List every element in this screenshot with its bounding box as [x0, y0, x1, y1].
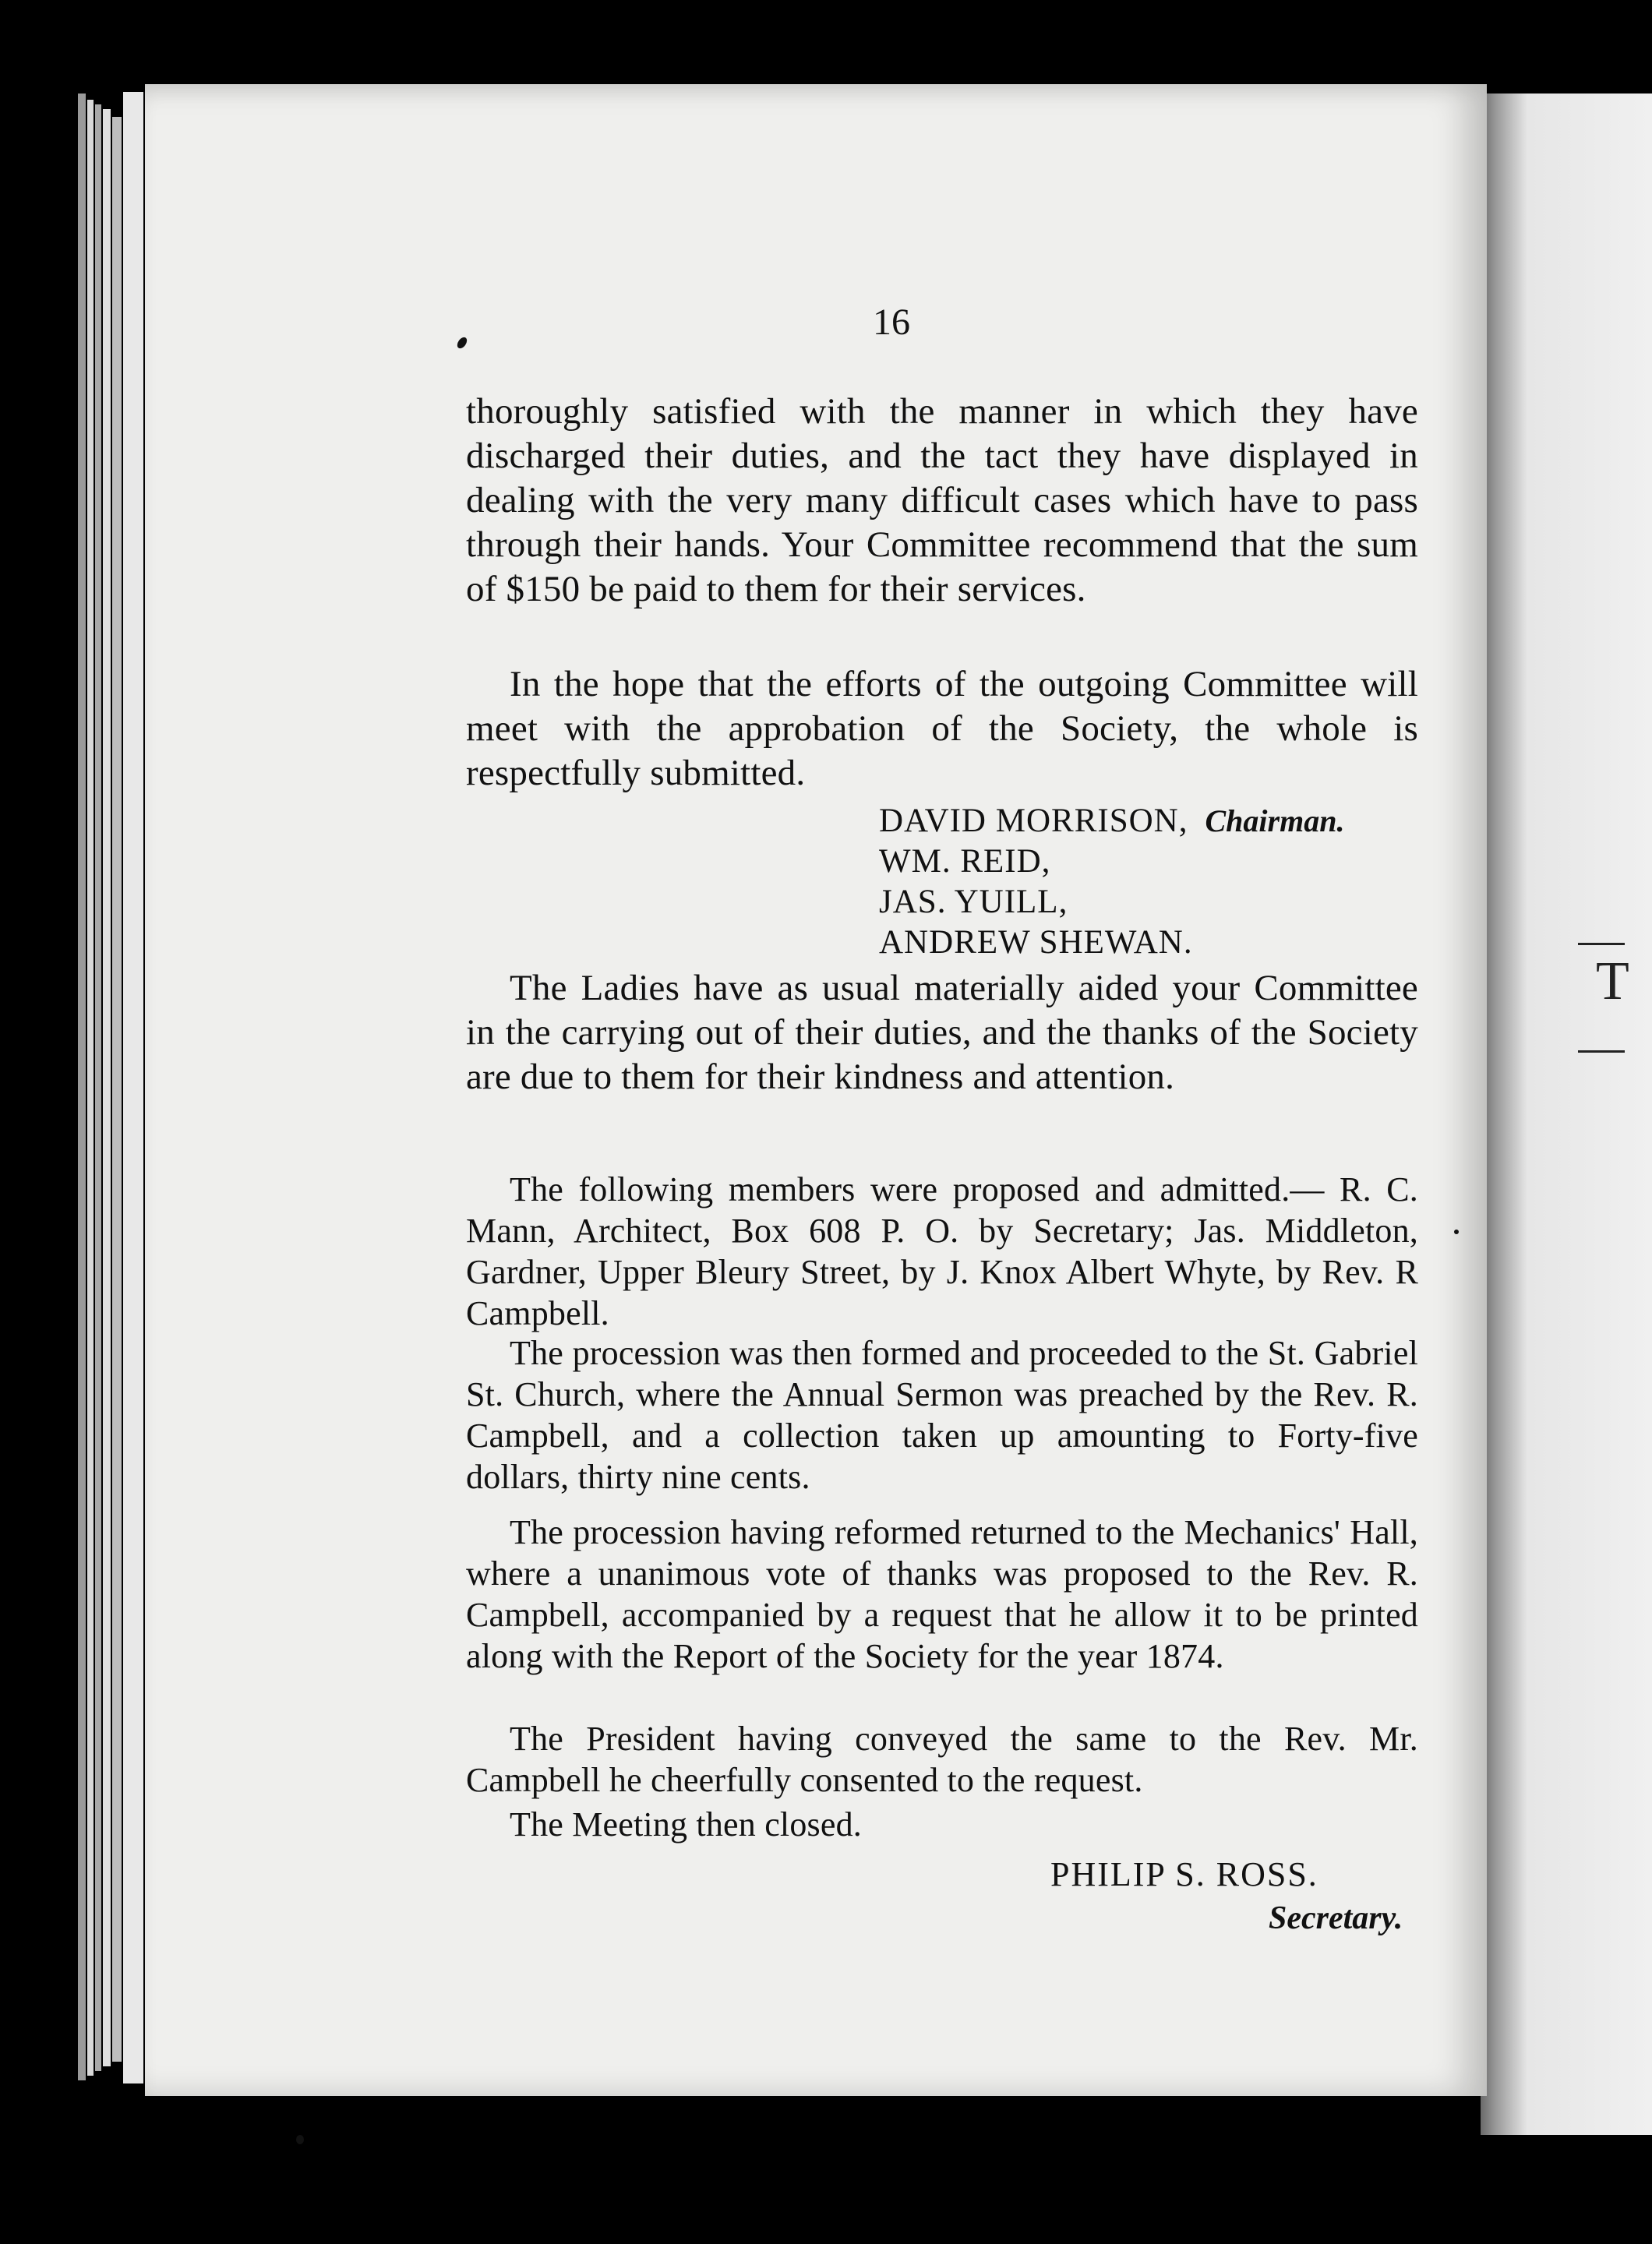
paragraph-submission: In the hope that the efforts of the outgoing Committee will meet with the approbation of the Society, the whole is respectfully submitted.: [466, 664, 1418, 793]
secretary-name: PHILIP S. ROSS.: [1050, 1855, 1318, 1893]
adjacent-page-rule: [1578, 943, 1625, 945]
signer-name: DAVID MORRISON,: [879, 803, 1188, 839]
page-edge: [78, 94, 86, 2080]
signer-line: [879, 801, 1344, 842]
page-edge: [112, 117, 122, 2062]
page-edge: [95, 104, 101, 2071]
chairman-role: Chairman.: [1205, 803, 1345, 838]
paragraph-services: thoroughly satisfied with the manner in which they have discharged their duties, and the tact they have displayed in dealing with the very many difficult cases which have to pass through their hands. Your Committee recommend that the sum of $150 be paid to them for their services.: [466, 391, 1418, 609]
paragraph-ladies: The Ladies have as usual materially aided your Committee in the carrying out of their duties, and the thanks of the Society are due to them for their kindness and attention.: [466, 968, 1418, 1097]
signer-name: WM. REID,: [879, 843, 1051, 880]
adjacent-page-rule: [1578, 1050, 1625, 1053]
page-edge: [123, 92, 143, 2083]
paragraph-president: The President having conveyed the same to the Rev. Mr. Campbell he cheerfully consented to the request.: [466, 1720, 1418, 1799]
signer-name: JAS. YUILL,: [879, 884, 1068, 920]
signer-name: ANDREW SHEWAN.: [879, 924, 1193, 961]
page-edge: [103, 109, 111, 2066]
paragraph-reformed: The procession having reformed returned to the Mechanics' Hall, where a unanimous vote of thanks was proposed to the Rev. R. Campbell, accompanied by a request that he allow it to be printed along with the Report of the Society for the year 1874.: [466, 1513, 1418, 1675]
secretary-title: Secretary.: [1269, 1900, 1403, 1936]
adjacent-page-glyph: T: [1596, 951, 1629, 1011]
committee-signatures: [879, 801, 1344, 963]
adjacent-page: [1481, 94, 1652, 2135]
paragraph-procession: The procession was then formed and proceeded to the St. Gabriel St. Church, where the Annual Sermon was preached by the Rev. R. Campbell, and a collection taken up amounting to Forty-five dollars, thirty nine cents.: [466, 1334, 1418, 1496]
ink-mark: [296, 2135, 304, 2144]
page-number: 16: [873, 302, 910, 343]
page-edge: [87, 100, 94, 2076]
paragraph-closed: The Meeting then closed.: [510, 1805, 862, 1844]
paragraph-members: The following members were proposed and admitted.— R. C. Mann, Architect, Box 608 P. O. by Secretary; Jas. Middleton, Gardner, Upper Bleury Street, by J. Knox Albert Whyte, by Rev. R Campbell.: [466, 1170, 1418, 1332]
ink-mark: [1454, 1230, 1459, 1234]
